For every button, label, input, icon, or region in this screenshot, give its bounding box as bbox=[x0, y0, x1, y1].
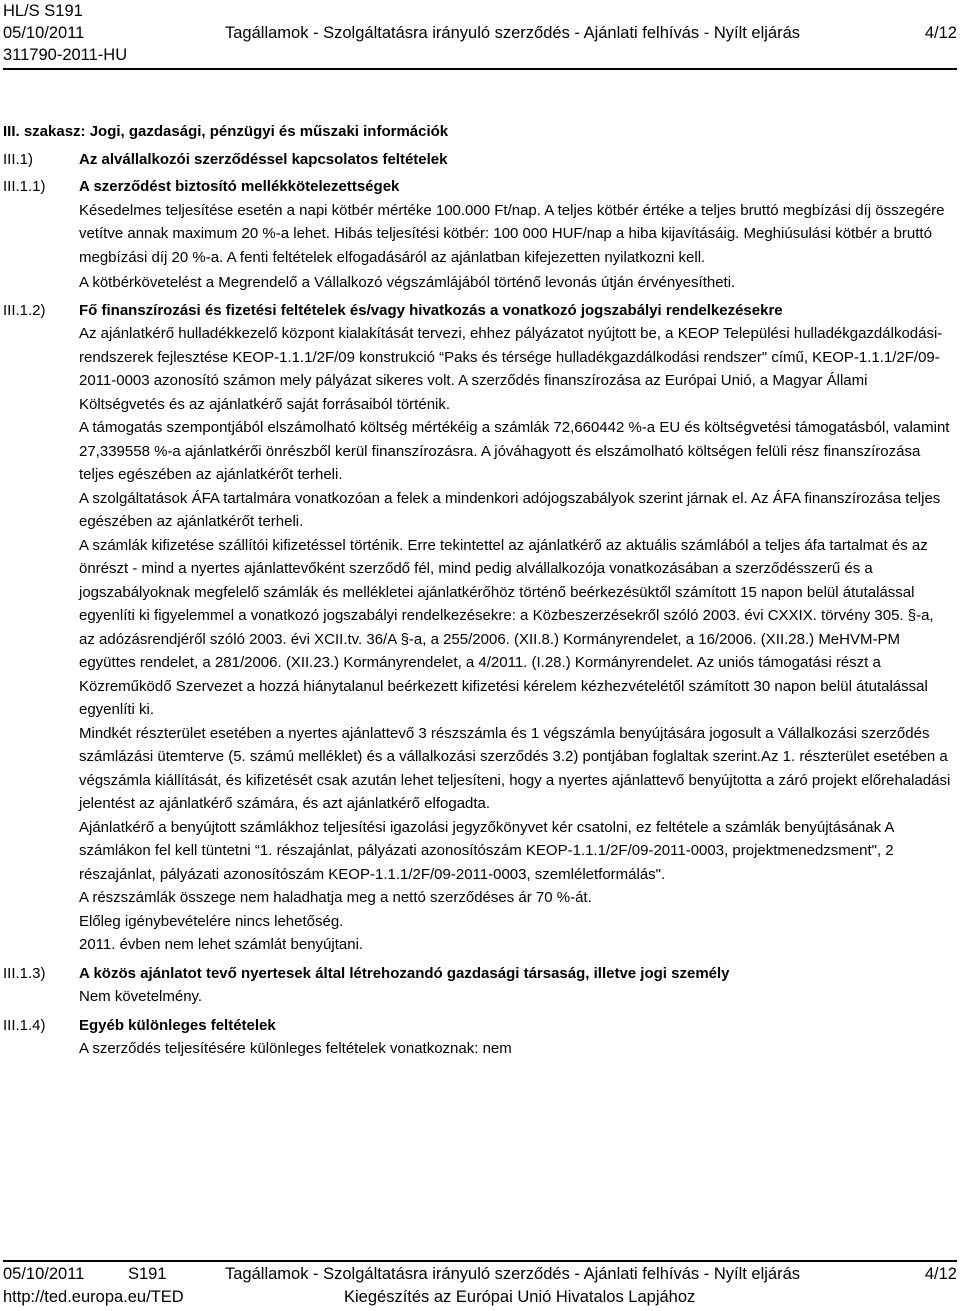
subsection-number: III.1) bbox=[3, 150, 34, 168]
clause-paragraph: Mindkét részterület esetében a nyertes ajánlattevő 3 részszámla és 1 végszámla benyújtására jogosult a Vállalkozási szerződés számlázási ütemterve (5. számú melléklet) és a vállalkozási szerződés 3.2) pontjában foglaltak szerint.Az 1. részterület esetében a végszámla kiállítását, és kifizetését csak azután lehet teljesíteni, hogy a nyertes ajánlattevő benyújtotta a záró projekt előrehaladási jelentést az ajánlatkérő számára, és azt ajánlatkérő elfogadta. bbox=[79, 724, 951, 812]
subsection-title: Az alvállalkozói szerződéssel kapcsolatos feltételek bbox=[79, 150, 448, 168]
clause-paragraph: 2011. évben nem lehet számlát benyújtani. bbox=[79, 936, 364, 953]
clause-number: III.1.3) bbox=[3, 964, 46, 982]
clause-number: III.1.4) bbox=[3, 1016, 46, 1034]
clause-content bbox=[79, 299, 953, 957]
footer-url: http://ted.europa.eu/TED bbox=[3, 1288, 184, 1306]
clause-paragraph: Késedelmes teljesítése esetén a napi kötbér mértéke 100.000 Ft/nap. A teljes kötbér értéke a teljes bruttó megbízási díj összegére vetítve annak maximum 20 %-a lehet. Hibás teljesítési kötbér: 100 000 HUF/nap a hiba kijavításáig. Meghiúsulási kötbér a bruttó megbízási díj 20 %-a. A fenti feltételek elfogadásáról az ajánlatban kifejezetten nyilatkozni kell. bbox=[79, 201, 945, 266]
clause-block bbox=[3, 1014, 953, 1061]
page-header bbox=[3, 0, 957, 66]
header-doc-number: 311790-2011-HU bbox=[3, 46, 128, 64]
footer-date: 05/10/2011 bbox=[3, 1265, 85, 1283]
clause-paragraph: Ajánlatkérő a benyújtott számlákhoz teljesítési igazolási jegyzőkönyvet kér csatolni, ez feltétele a számlák benyújtásának A számlákon fel kell tüntetni “1. részajánlat, pályázati azonosítószám KEOP-1.1.1/2F/09-2011-0003, projektmenedzsment", 2 részajánlat, pályázati azonosítószám KEOP-1.1.1/2F/09-2011-0003, szemléletformálás". bbox=[79, 818, 894, 883]
clause-paragraph: A részszámlák összege nem haladhatja meg a nettó szerződéses ár 70 %-át. bbox=[79, 889, 592, 906]
page-footer bbox=[3, 1263, 957, 1309]
header-title: Tagállamok - Szolgáltatásra irányuló szerződés - Ajánlati felhívás - Nyílt eljárás bbox=[225, 24, 801, 42]
footer-subtitle: Kiegészítés az Európai Unió Hivatalos Lapjához bbox=[344, 1288, 696, 1306]
clause-content bbox=[79, 1014, 953, 1061]
footer-divider bbox=[3, 1260, 957, 1262]
clause-paragraph: Nem követelmény. bbox=[79, 988, 203, 1005]
clause-heading: A szerződést biztosító mellékkötelezettségek bbox=[79, 178, 400, 195]
subsection-heading bbox=[3, 148, 953, 172]
clause-paragraph: A kötbérkövetelést a Megrendelő a Vállalkozó végszámlájából történő levonás útján érvényesítheti. bbox=[79, 274, 736, 291]
header-divider bbox=[3, 68, 957, 70]
clause-number: III.1.2) bbox=[3, 301, 46, 319]
clause-paragraph: Előleg igénybevételére nincs lehetőség. bbox=[79, 912, 344, 930]
header-page-number: 4/12 bbox=[924, 24, 957, 42]
clause-content bbox=[79, 962, 953, 1009]
clause-number: III.1.1) bbox=[3, 178, 46, 195]
clause-paragraph: A szerződés teljesítésére különleges feltételek vonatkoznak: nem bbox=[79, 1040, 512, 1057]
clause-block bbox=[3, 299, 953, 957]
footer-series: S191 bbox=[128, 1265, 167, 1283]
document-body bbox=[3, 120, 953, 1061]
footer-page-number: 4/12 bbox=[924, 1265, 957, 1283]
clause-content bbox=[79, 175, 953, 295]
clause-paragraph: A szolgáltatások ÁFA tartalmára vonatkozóan a felek a mindenkori adójogszabályok szerint járnak el. Az ÁFA finanszírozása teljes egészében az ajánlatkérőt terheli. bbox=[79, 489, 941, 530]
footer-title: Tagállamok - Szolgáltatásra irányuló szerződés - Ajánlati felhívás - Nyílt eljárás bbox=[225, 1265, 801, 1283]
header-date: 05/10/2011 bbox=[3, 24, 85, 42]
clause-block bbox=[3, 962, 953, 1009]
clause-paragraph: Az ajánlatkérő hulladékkezelő központ kialakítását tervezi, ehhez pályázatot nyújtott be, a KEOP Települési hulladékgazdálkodási-rendszerek fejlesztése KEOP-1.1.1/2F/09 konstrukció “Paks és térsége hulladékgazdálkodási rendszer" című, KEOP-1.1.1/2F/09-2011-0003 azonosító számon mely pályázat sikeres volt. A szerződés finanszírozása az Európai Unió, a Magyar Állami Költségvetés és az ajánlatkérő saját forrásaiból történik. bbox=[79, 325, 943, 413]
clause-heading: Egyéb különleges feltételek bbox=[79, 1016, 276, 1034]
clause-paragraph: A számlák kifizetése szállítói kifizetéssel történik. Erre tekintettel az ajánlatkérő az aktuális számlából a teljes áfa tartalmat és az önrészt - mind a nyertes ajánlattevőként szerződő fél, mind pedig alvállalkozója vonatkozásában a szerződésszerű és a jogszabályoknak megfelelő számlák és mellékletei ajánlatkérőhöz történő beérkezésüktől számított 15 napon belül átutalással egyenlíti ki figyelemmel a vonatkozó jogszabályi rendelkezésekre: a Közbeszerzésekről szóló 2003. évi CXXIX. törvény 305. §-a, az adózásrendjéről szóló 2003. évi XCII.tv. 36/A §-a, a 255/2006. (XII.8.) Kormányrendelet, a 16/2006. (XII.28.) MeHVM-PM együttes rendelet, a 281/2006. (XII.23.) Kormányrendelet, a 4/2011. (I.28.) Kormányrendelet. Az uniós támogatási részt a Közreműködő Szervezet a hozzá hiánytalanul beérkezett kifizetési kérelem kézhezvételétől számított 30 napon belül átutalással egyenlíti ki. bbox=[79, 536, 934, 718]
clause-heading: Fő finanszírozási és fizetési feltételek és/vagy hivatkozás a vonatkozó jogszabályi rendelkezésekre bbox=[79, 301, 783, 319]
clause-block bbox=[3, 175, 953, 295]
section-title: III. szakasz: Jogi, gazdasági, pénzügyi és műszaki információk bbox=[3, 123, 449, 140]
clause-paragraph: A támogatás szempontjából elszámolható költség mértékéig a számlák 72,660442 %-a EU és költségvetési támogatásból, valamint 27,339558 %-a ajánlatkérői önrészből kerül finanszírozásra. A jóváhagyott és elszámolható költségen felüli rész finanszírozása teljes egészében az ajánlatkérőt terheli. bbox=[79, 419, 950, 483]
clause-heading: A közös ajánlatot tevő nyertesek által létrehozandó gazdasági társaság, illetve jogi személy bbox=[79, 964, 730, 982]
header-series: HL/S S191 bbox=[3, 2, 83, 20]
